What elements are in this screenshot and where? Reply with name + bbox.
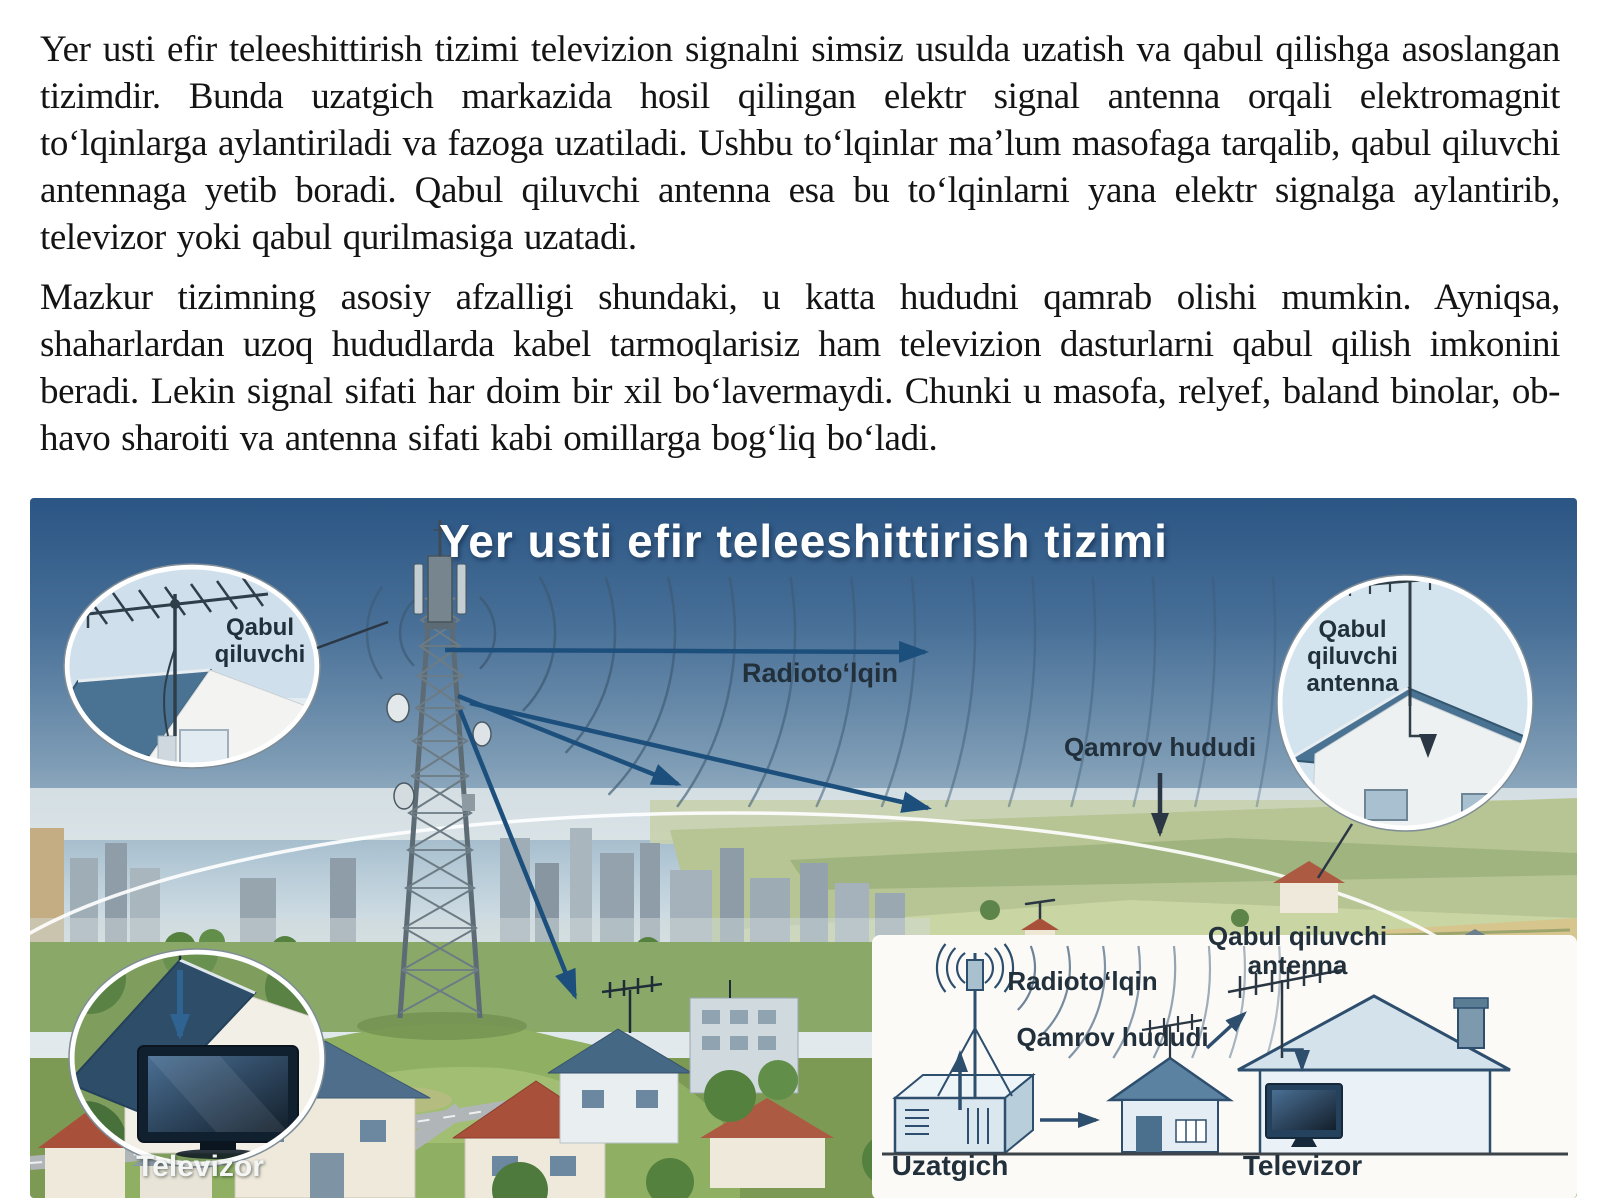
schematic-label-receiver-antenna: Qabul qiluvchi antenna — [1207, 921, 1388, 980]
schematic-panel — [872, 935, 1577, 1198]
schematic-label-transmitter: Uzatgich — [891, 1150, 1009, 1181]
label-receiver-left: Qabul qiluvchi — [214, 614, 306, 668]
label-receiver-right: Qabul qiluvchi antenna — [1306, 616, 1399, 697]
schematic-label-coverage: Qamrov hududi — [1016, 1022, 1209, 1052]
label-televizor-inset: Televizor — [136, 1150, 264, 1183]
broadcast-illustration — [30, 498, 1577, 1198]
paragraph-1: Yer usti efir teleeshittirish tizimi televizion signalni simsiz usulda uzatish va qabul qilishga asoslangan tizimdir. Bunda uzatgich markazida hosil qilingan elektr signal antenna orqali elektromagnit to‘lqinlarga aylantiriladi va fazoga uzatiladi. Ushbu to‘lqinlar ma’lum masofaga tarqalib, qabul qiluvchi antennaga yetib boradi. Qabul qiluvchi antenna esa bu to‘lqinlarni yana elektr signalga aylantirib, televizor yoki qabul qurilmasiga uzatadi. — [40, 29, 1560, 258]
schematic-label-radio-wave: Radioto‘lqin — [1007, 966, 1158, 996]
illustration-title: Yer usti efir teleeshittirish tizimi — [439, 515, 1168, 567]
intro-text — [40, 26, 1560, 494]
paragraph-2: Mazkur tizimning asosiy afzalligi shundaki, u katta hududni qamrab olishi mumkin. Ayniqsa, shaharlardan uzoq hududlarda kabel tarmoqlarisiz ham televizion dasturlarni qabul qilish imkonini beradi. Lekin signal sifati har doim bir xil bo‘lavermaydi. Chunki u masofa, relyef, baland binolar, ob-havo sharoiti va antenna sifati kabi omillarga bog‘liq bo‘ladi. — [40, 277, 1560, 459]
label-coverage-area: Qamrov hududi — [1063, 732, 1257, 762]
scene-graphic — [30, 498, 1577, 1198]
schematic-label-tv: Televizor — [1242, 1150, 1363, 1181]
label-radio-wave: Radioto‘lqin — [742, 658, 898, 688]
